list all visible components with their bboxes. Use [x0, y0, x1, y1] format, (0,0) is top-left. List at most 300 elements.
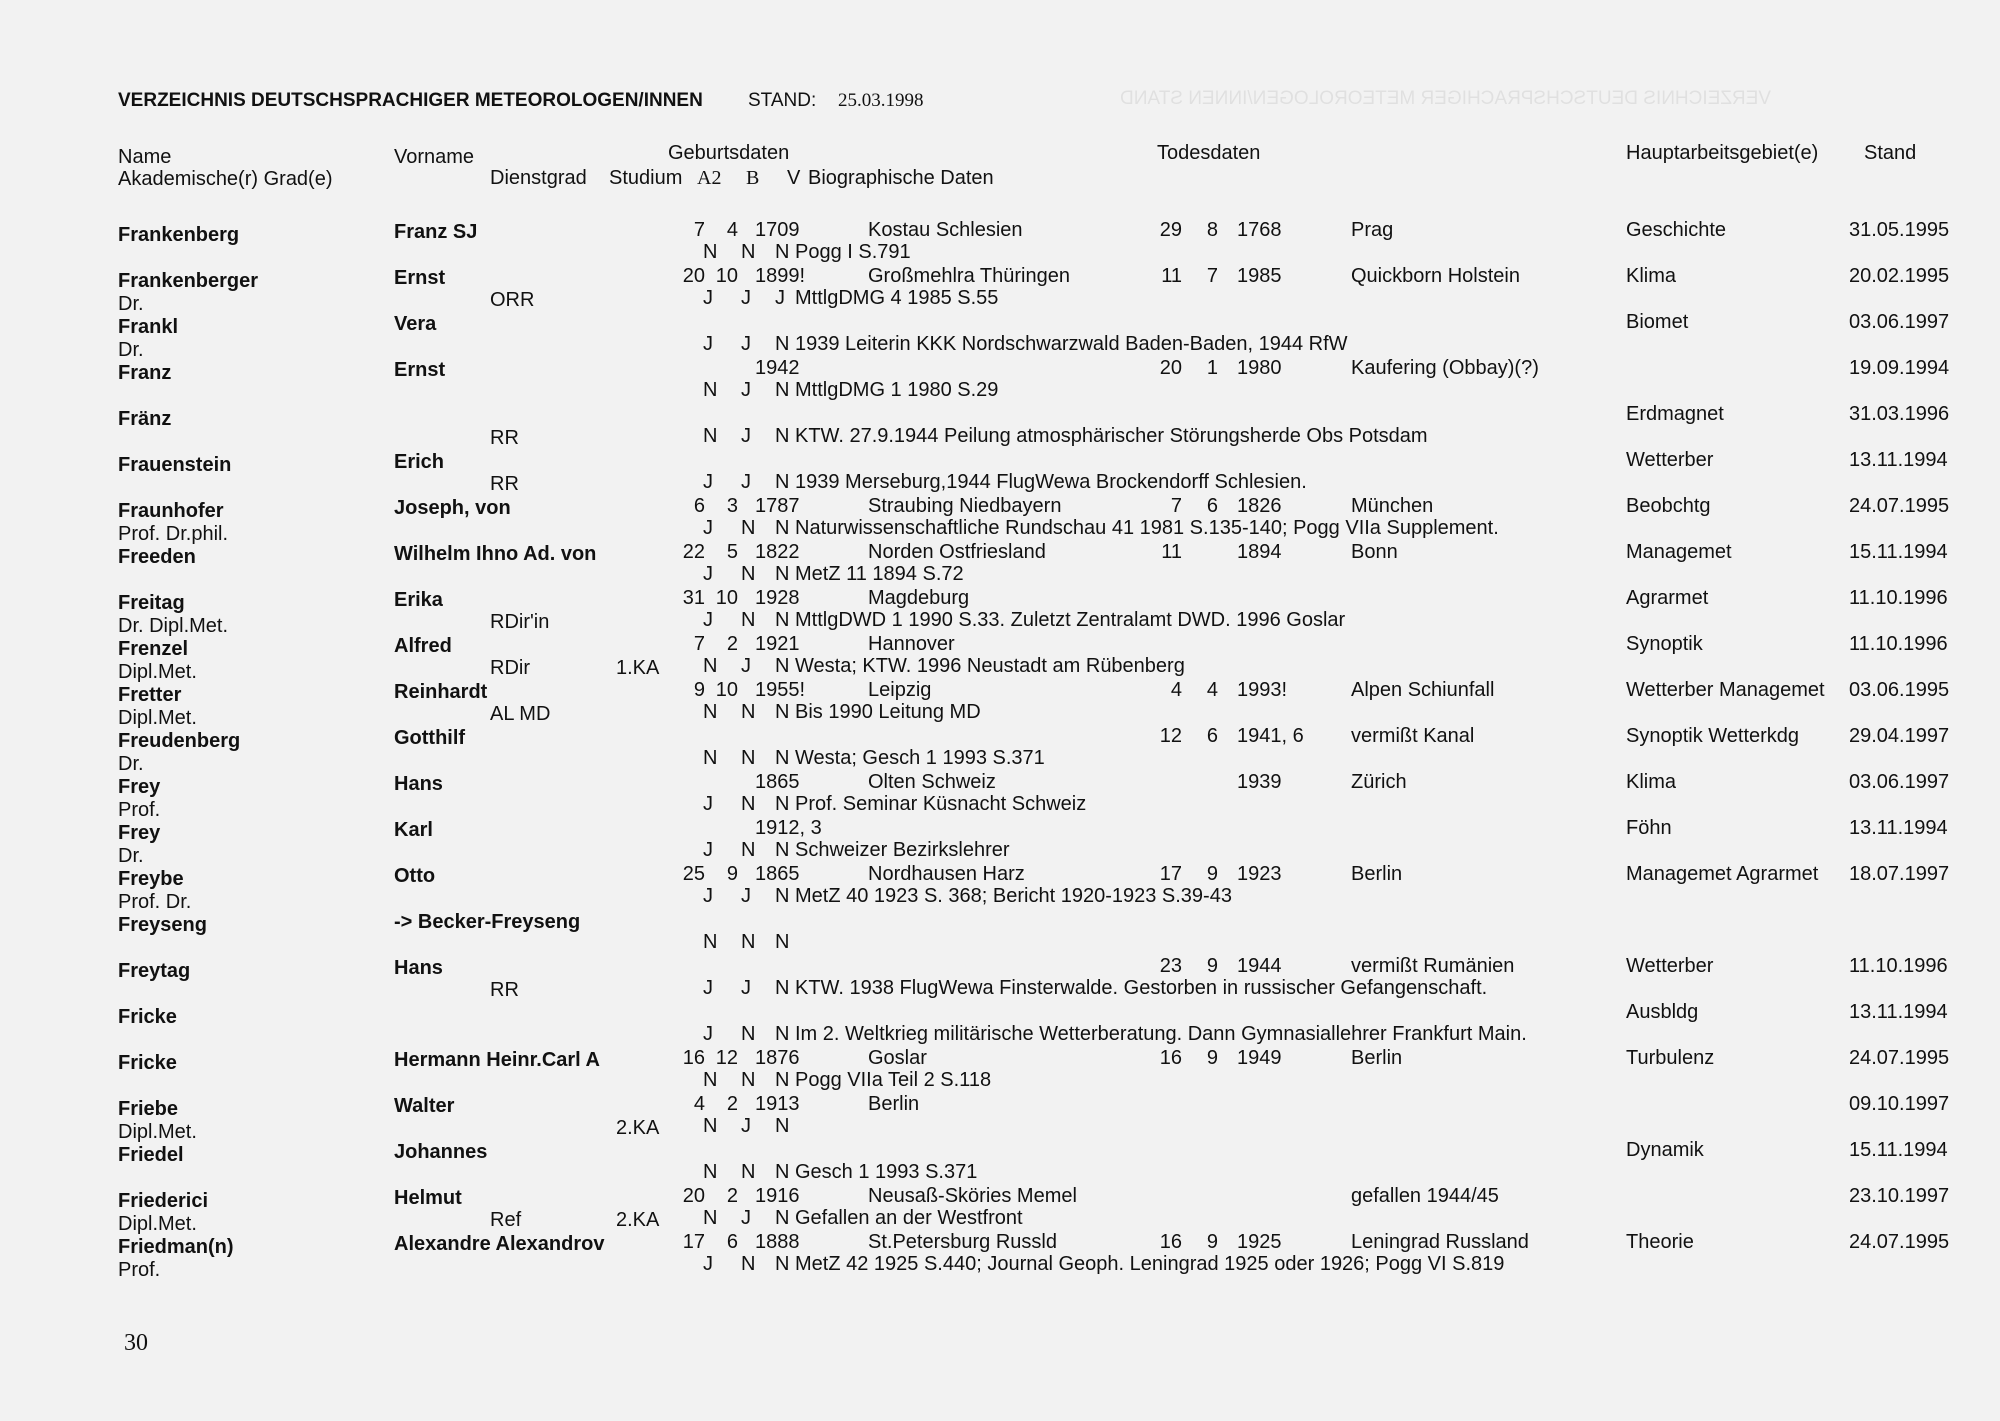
entry-flag-b: J	[741, 333, 751, 355]
entry-bio: Im 2. Weltkrieg militärische Wetterberatung. Dann Gymnasiallehrer Frankfurt Main.	[795, 1023, 1527, 1045]
entry-birth-year: 1876	[755, 1047, 800, 1069]
entry-flag-b: N	[741, 1069, 756, 1091]
entry-name: Frankenberger	[118, 270, 259, 292]
entry-vorname: Ernst	[394, 359, 446, 381]
entry-death-place: Zürich	[1351, 771, 1407, 793]
header-studium: Studium	[609, 167, 683, 189]
entry-death-month: 4	[1206, 679, 1218, 701]
entry-birth-month: 10	[715, 587, 738, 609]
stand-label: STAND:	[748, 90, 817, 111]
entry-flag-v: N	[775, 517, 790, 539]
entry-flag-v: N	[775, 333, 790, 355]
entry-vorname: Ernst	[394, 267, 446, 289]
entry-death-place: Leningrad Russland	[1351, 1231, 1529, 1253]
entry-name: Frankl	[118, 316, 179, 338]
entry-birth-year: 1955!	[755, 679, 806, 701]
entry-flag-b: J	[741, 287, 751, 309]
header-biographische-daten: Biographische Daten	[808, 167, 994, 189]
entry-vorname: Hans	[394, 957, 443, 979]
entry-birth-year: 1865	[755, 863, 800, 885]
entry-flag-v: N	[775, 747, 790, 769]
entry-death-year: 1826	[1237, 495, 1282, 517]
entry-hauptarbeitsgebiet: Managemet	[1626, 541, 1732, 563]
entry-vorname: Otto	[394, 865, 436, 887]
entry-death-day: 17	[1159, 863, 1182, 885]
entry-death-day: 23	[1159, 955, 1182, 977]
entry-grad: Dr.	[118, 753, 144, 775]
entry-flag-a2: N	[703, 701, 718, 723]
entry-vorname: Franz SJ	[394, 221, 478, 243]
entry-death-day: 7	[1170, 495, 1182, 517]
entry-flag-a2: J	[703, 793, 713, 815]
entry-hauptarbeitsgebiet: Ausbldg	[1626, 1001, 1699, 1023]
entry-dienstgrad: RR	[490, 473, 519, 495]
entry-stand: 11.10.1996	[1849, 587, 1948, 609]
entry-vorname: Vera	[394, 313, 437, 335]
entry-hauptarbeitsgebiet: Synoptik Wetterkdg	[1626, 725, 1800, 747]
entry-flag-b: J	[741, 1207, 751, 1229]
entry-flag-a2: N	[703, 1161, 718, 1183]
entry-hauptarbeitsgebiet: Turbulenz	[1626, 1047, 1715, 1069]
entry-death-place: Berlin	[1351, 1047, 1403, 1069]
entry-birth-month: 10	[715, 265, 738, 287]
entry-studium: 2.KA	[616, 1117, 660, 1139]
entry-death-year: 1768	[1237, 219, 1282, 241]
entry-death-month: 1	[1206, 357, 1218, 379]
entry-flag-b: J	[741, 379, 751, 401]
entry-birth-place: Norden Ostfriesland	[868, 541, 1046, 563]
entry-grad: Dr. Dipl.Met.	[118, 615, 229, 637]
entry-birth-place: Leipzig	[868, 679, 932, 701]
entry-name: Freudenberg	[118, 730, 241, 752]
entry-vorname: Erich	[394, 451, 445, 473]
entry-name: Frankenberg	[118, 224, 240, 246]
entry-death-place: vermißt Kanal	[1351, 725, 1475, 747]
entry-birth-month: 2	[726, 1185, 738, 1207]
entry-stand: 18.07.1997	[1849, 863, 1950, 885]
entry-flag-v: N	[775, 1069, 790, 1091]
entry-bio: Prof. Seminar Küsnacht Schweiz	[795, 793, 1087, 815]
entry-flag-v: N	[775, 1161, 790, 1183]
entry-vorname: -> Becker-Freyseng	[394, 911, 581, 933]
entry-flag-b: J	[741, 655, 751, 677]
entry-birth-day: 6	[693, 495, 705, 517]
entry-death-month: 9	[1206, 955, 1218, 977]
entry-bio: MetZ 42 1925 S.440; Journal Geoph. Leningrad 1925 oder 1926; Pogg VI S.819	[795, 1253, 1505, 1275]
entry-bio: Westa; KTW. 1996 Neustadt am Rübenberg	[795, 655, 1185, 677]
entry-death-year: 1980	[1237, 357, 1282, 379]
entry-name: Franz	[118, 362, 172, 384]
entry-stand: 19.09.1994	[1849, 357, 1950, 379]
entry-death-day: 29	[1159, 219, 1182, 241]
entry-bio: MetZ 11 1894 S.72	[795, 563, 964, 585]
entry-birth-day: 20	[682, 1185, 705, 1207]
entry-death-day: 11	[1161, 265, 1182, 287]
entry-flag-v: N	[775, 1253, 790, 1275]
entry-hauptarbeitsgebiet: Föhn	[1626, 817, 1672, 839]
entry-flag-a2: J	[703, 609, 713, 631]
entry-hauptarbeitsgebiet: Synoptik	[1626, 633, 1703, 655]
entry-death-place: Prag	[1351, 219, 1394, 241]
entry-vorname: Johannes	[394, 1141, 488, 1163]
entry-vorname: Gotthilf	[394, 727, 466, 749]
entry-flag-a2: N	[703, 1069, 718, 1091]
entry-studium: 1.KA	[616, 657, 660, 679]
entry-death-month: 9	[1206, 863, 1218, 885]
entry-stand: 31.03.1996	[1849, 403, 1950, 425]
entry-birth-day: 9	[693, 679, 705, 701]
entry-death-day: 4	[1170, 679, 1182, 701]
entry-name: Fricke	[118, 1006, 177, 1028]
entry-birth-year: 1822	[755, 541, 800, 563]
header-grad: Akademische(r) Grad(e)	[118, 168, 333, 190]
entry-flag-b: N	[741, 609, 756, 631]
entry-bio: Bis 1990 Leitung MD	[795, 701, 981, 723]
entry-name: Frauenstein	[118, 454, 232, 476]
entry-flag-a2: N	[703, 425, 718, 447]
entry-stand: 29.04.1997	[1849, 725, 1950, 747]
entry-death-day: 16	[1159, 1231, 1182, 1253]
header-geburtsdaten: Geburtsdaten	[668, 142, 790, 164]
header-vorname: Vorname	[394, 146, 475, 168]
entry-death-month: 6	[1206, 495, 1218, 517]
entry-bio: MttlgDWD 1 1990 S.33. Zuletzt Zentralamt DWD. 1996 Goslar	[795, 609, 1346, 631]
entry-flag-b: N	[741, 241, 756, 263]
entry-hauptarbeitsgebiet: Beobchtg	[1626, 495, 1711, 517]
entry-dienstgrad: RDir'in	[490, 611, 550, 633]
entry-death-place: Quickborn Holstein	[1351, 265, 1520, 287]
entry-birth-month: 10	[715, 679, 738, 701]
entry-hauptarbeitsgebiet: Wetterber Managemet	[1626, 679, 1825, 701]
entry-vorname: Joseph, von	[394, 497, 511, 519]
entry-vorname: Reinhardt	[394, 681, 488, 703]
entry-flag-v: N	[775, 241, 790, 263]
entry-name: Fraunhofer	[118, 500, 224, 522]
entry-dienstgrad: RR	[490, 427, 519, 449]
entry-flag-a2: J	[703, 563, 713, 585]
header-hauptarbeitsgebiet: Hauptarbeitsgebiet(e)	[1626, 142, 1819, 164]
entry-stand: 20.02.1995	[1849, 265, 1950, 287]
stand-date: 25.03.1998	[838, 90, 924, 111]
entry-hauptarbeitsgebiet: Wetterber	[1626, 955, 1714, 977]
entry-flag-a2: N	[703, 1115, 718, 1137]
entry-death-day: 16	[1159, 1047, 1182, 1069]
entry-death-month: 7	[1206, 265, 1218, 287]
entry-flag-v: N	[775, 471, 790, 493]
entry-grad: Dipl.Met.	[118, 707, 197, 729]
entry-death-day: 20	[1159, 357, 1182, 379]
entry-name: Freitag	[118, 592, 185, 614]
entry-grad: Prof. Dr.phil.	[118, 523, 229, 545]
entry-flag-b: N	[741, 839, 756, 861]
entry-bio: MetZ 40 1923 S. 368; Bericht 1920-1923 S.39-43	[795, 885, 1232, 907]
entry-hauptarbeitsgebiet: Theorie	[1626, 1231, 1694, 1253]
entry-death-month: 9	[1206, 1047, 1218, 1069]
entry-death-month: 6	[1206, 725, 1218, 747]
entry-flag-v: N	[775, 563, 790, 585]
entry-flag-b: J	[741, 471, 751, 493]
entry-flag-a2: J	[703, 517, 713, 539]
entry-flag-v: N	[775, 609, 790, 631]
entry-birth-month: 9	[726, 863, 738, 885]
entry-name: Fretter	[118, 684, 182, 706]
entry-birth-place: Magdeburg	[868, 587, 970, 609]
entry-grad: Prof.	[118, 1259, 161, 1281]
entry-vorname: Karl	[394, 819, 433, 841]
header-todesdaten: Todesdaten	[1157, 142, 1261, 164]
entry-flag-a2: J	[703, 471, 713, 493]
entry-dienstgrad: ORR	[490, 289, 535, 311]
entry-birth-month: 4	[726, 219, 738, 241]
entry-name: Freyseng	[118, 914, 207, 936]
entry-birth-day: 16	[682, 1047, 705, 1069]
entry-stand: 15.11.1994	[1849, 541, 1948, 563]
entry-name: Friebe	[118, 1098, 179, 1120]
entry-birth-year: 1913	[755, 1093, 800, 1115]
entry-birth-year: 1942	[755, 357, 800, 379]
header-v: V	[787, 167, 801, 189]
entry-hauptarbeitsgebiet: Dynamik	[1626, 1139, 1704, 1161]
entry-vorname: Walter	[394, 1095, 455, 1117]
entry-stand: 03.06.1997	[1849, 311, 1950, 333]
entry-flag-v: N	[775, 425, 790, 447]
entry-birth-place: Goslar	[868, 1047, 927, 1069]
entry-flag-b: N	[741, 1161, 756, 1183]
entry-stand: 13.11.1994	[1849, 1001, 1948, 1023]
entry-birth-month: 12	[715, 1047, 738, 1069]
document-title: VERZEICHNIS DEUTSCHSPRACHIGER METEOROLOGEN/INNEN	[118, 90, 703, 111]
entry-death-place: Alpen Schiunfall	[1351, 679, 1495, 701]
entry-grad: Dipl.Met.	[118, 1213, 197, 1235]
entry-name: Friedel	[118, 1144, 184, 1166]
entry-birth-year: 1912, 3	[755, 817, 822, 839]
entry-flag-b: N	[741, 563, 756, 585]
entry-stand: 31.05.1995	[1849, 219, 1950, 241]
entry-hauptarbeitsgebiet: Wetterber	[1626, 449, 1714, 471]
entry-flag-a2: N	[703, 1207, 718, 1229]
entry-flag-v: N	[775, 655, 790, 677]
entry-birth-month: 3	[726, 495, 738, 517]
entry-death-place: München	[1351, 495, 1434, 517]
entry-birth-place: Kostau Schlesien	[868, 219, 1023, 241]
entry-birth-year: 1709	[755, 219, 800, 241]
entry-stand: 11.10.1996	[1849, 633, 1948, 655]
entry-vorname: Alexandre Alexandrov	[394, 1233, 605, 1255]
entry-vorname: Alfred	[394, 635, 452, 657]
entry-stand: 13.11.1994	[1849, 817, 1948, 839]
entry-bio: 1939 Merseburg,1944 FlugWewa Brockendorff Schlesien.	[795, 471, 1307, 493]
entry-birth-day: 25	[682, 863, 705, 885]
entry-flag-v: N	[775, 977, 790, 999]
entry-birth-place: Hannover	[868, 633, 955, 655]
entry-flag-v: N	[775, 839, 790, 861]
entry-death-place: Kaufering (Obbay)(?)	[1351, 357, 1539, 379]
entry-flag-a2: J	[703, 1253, 713, 1275]
entry-birth-place: St.Petersburg Russld	[868, 1231, 1057, 1253]
entry-birth-place: Straubing Niedbayern	[868, 495, 1062, 517]
entry-dienstgrad: Ref	[490, 1209, 522, 1231]
entry-stand: 23.10.1997	[1849, 1185, 1950, 1207]
entry-stand: 09.10.1997	[1849, 1093, 1950, 1115]
entry-death-year: 1941, 6	[1237, 725, 1304, 747]
entry-death-month: 8	[1206, 219, 1218, 241]
entry-stand: 24.07.1995	[1849, 1047, 1950, 1069]
entry-flag-b: N	[741, 701, 756, 723]
entry-bio: Westa; Gesch 1 1993 S.371	[795, 747, 1045, 769]
page-number: 30	[124, 1330, 148, 1356]
entry-flag-b: N	[741, 517, 756, 539]
entry-birth-place: Olten Schweiz	[868, 771, 996, 793]
entry-flag-a2: N	[703, 931, 718, 953]
entry-flag-v: N	[775, 1023, 790, 1045]
entry-flag-v: J	[775, 287, 785, 309]
entry-birth-place: Großmehlra Thüringen	[868, 265, 1070, 287]
entry-death-year: 1923	[1237, 863, 1282, 885]
entry-death-place: gefallen 1944/45	[1351, 1185, 1499, 1207]
entry-vorname: Helmut	[394, 1187, 462, 1209]
entry-stand: 15.11.1994	[1849, 1139, 1948, 1161]
entry-birth-year: 1865	[755, 771, 800, 793]
entry-birth-month: 6	[726, 1231, 738, 1253]
entry-name: Freytag	[118, 960, 191, 982]
entry-birth-day: 7	[693, 633, 705, 655]
entry-flag-v: N	[775, 931, 790, 953]
entry-bio: Schweizer Bezirkslehrer	[795, 839, 1010, 861]
entry-death-month: 9	[1206, 1231, 1218, 1253]
entry-hauptarbeitsgebiet: Klima	[1626, 771, 1677, 793]
entry-flag-a2: J	[703, 287, 713, 309]
entry-flag-b: N	[741, 747, 756, 769]
entry-vorname: Hermann Heinr.Carl A	[394, 1049, 600, 1071]
entry-vorname: Erika	[394, 589, 443, 611]
entry-grad: Dipl.Met.	[118, 661, 197, 683]
entry-flag-v: N	[775, 885, 790, 907]
entry-birth-place: Neusaß-Sköries Memel	[868, 1185, 1077, 1207]
header-a2: A2	[697, 167, 722, 189]
entry-dienstgrad: AL MD	[490, 703, 551, 725]
entry-birth-day: 22	[682, 541, 705, 563]
entry-hauptarbeitsgebiet: Klima	[1626, 265, 1677, 287]
entry-flag-b: N	[741, 793, 756, 815]
entry-flag-b: J	[741, 885, 751, 907]
entry-death-year: 1944	[1237, 955, 1282, 977]
entry-flag-b: J	[741, 977, 751, 999]
entry-grad: Dipl.Met.	[118, 1121, 197, 1143]
entry-vorname: Wilhelm Ihno Ad. von	[394, 543, 597, 565]
entry-flag-a2: J	[703, 977, 713, 999]
entry-birth-day: 17	[682, 1231, 705, 1253]
entry-death-place: Berlin	[1351, 863, 1403, 885]
entry-grad: Dr.	[118, 293, 144, 315]
entry-flag-b: N	[741, 1023, 756, 1045]
entry-bio: KTW. 1938 FlugWewa Finsterwalde. Gestorben in russischer Gefangenschaft.	[795, 977, 1488, 999]
entry-birth-year: 1916	[755, 1185, 800, 1207]
entry-death-year: 1993!	[1237, 679, 1288, 701]
entry-grad: Prof.	[118, 799, 161, 821]
entry-bio: MttlgDMG 1 1980 S.29	[795, 379, 999, 401]
entry-name: Frey	[118, 776, 161, 798]
entry-hauptarbeitsgebiet: Managemet Agrarmet	[1626, 863, 1819, 885]
entry-flag-v: N	[775, 379, 790, 401]
entry-birth-year: 1928	[755, 587, 800, 609]
entry-hauptarbeitsgebiet: Erdmagnet	[1626, 403, 1724, 425]
entry-flag-b: N	[741, 931, 756, 953]
entry-birth-year: 1921	[755, 633, 800, 655]
entry-death-day: 11	[1161, 541, 1182, 563]
header-stand: Stand	[1864, 142, 1917, 164]
entry-death-year: 1985	[1237, 265, 1282, 287]
entry-birth-month: 2	[726, 633, 738, 655]
entry-bio: Gesch 1 1993 S.371	[795, 1161, 978, 1183]
entry-name: Frey	[118, 822, 161, 844]
header-dienstgrad: Dienstgrad	[490, 167, 587, 189]
entry-grad: Prof. Dr.	[118, 891, 192, 913]
entry-flag-v: N	[775, 701, 790, 723]
entry-death-place: Bonn	[1351, 541, 1398, 563]
entry-stand: 11.10.1996	[1849, 955, 1948, 977]
entry-bio: KTW. 27.9.1944 Peilung atmosphärischer Störungsherde Obs Potsdam	[795, 425, 1428, 447]
entry-birth-day: 31	[682, 587, 705, 609]
entry-stand: 03.06.1995	[1849, 679, 1950, 701]
entry-stand: 13.11.1994	[1849, 449, 1948, 471]
entry-birth-year: 1888	[755, 1231, 800, 1253]
entry-name: Frenzel	[118, 638, 189, 660]
entry-birth-day: 4	[693, 1093, 705, 1115]
header-b: B	[746, 167, 760, 189]
entry-dienstgrad: RR	[490, 979, 519, 1001]
entry-death-year: 1894	[1237, 541, 1282, 563]
entry-hauptarbeitsgebiet: Biomet	[1626, 311, 1689, 333]
entry-name: Friederici	[118, 1190, 209, 1212]
entry-flag-b: J	[741, 425, 751, 447]
entry-hauptarbeitsgebiet: Agrarmet	[1626, 587, 1709, 609]
bleed-through-text: VERZEICHNIS DEUTSCHSPRACHIGER METEOROLOGEN/INNEN STAND	[1120, 88, 1772, 109]
entry-flag-v: N	[775, 793, 790, 815]
entry-bio: 1939 Leiterin KKK Nordschwarzwald Baden-Baden, 1944 RfW	[795, 333, 1348, 355]
entry-name: Fränz	[118, 408, 172, 430]
entry-bio: Pogg I S.791	[795, 241, 911, 263]
entry-death-year: 1939	[1237, 771, 1282, 793]
entry-flag-v: N	[775, 1207, 790, 1229]
entry-birth-year: 1787	[755, 495, 800, 517]
entry-name: Fricke	[118, 1052, 177, 1074]
entry-bio: MttlgDMG 4 1985 S.55	[795, 287, 999, 309]
entry-birth-day: 7	[693, 219, 705, 241]
entry-stand: 24.07.1995	[1849, 495, 1950, 517]
entry-flag-a2: J	[703, 839, 713, 861]
entry-death-day: 12	[1159, 725, 1182, 747]
entry-name: Friedman(n)	[118, 1236, 234, 1258]
entry-bio: Pogg VIIa Teil 2 S.118	[795, 1069, 992, 1091]
entry-flag-a2: J	[703, 1023, 713, 1045]
entry-death-place: vermißt Rumänien	[1351, 955, 1515, 977]
entry-flag-a2: N	[703, 747, 718, 769]
entry-stand: 03.06.1997	[1849, 771, 1950, 793]
entry-stand: 24.07.1995	[1849, 1231, 1950, 1253]
entry-name: Freybe	[118, 868, 184, 890]
entry-birth-month: 5	[726, 541, 738, 563]
entry-studium: 2.KA	[616, 1209, 660, 1231]
entry-vorname: Hans	[394, 773, 443, 795]
entry-flag-a2: N	[703, 379, 718, 401]
entry-flag-b: J	[741, 1115, 751, 1137]
entry-hauptarbeitsgebiet: Geschichte	[1626, 219, 1727, 241]
entry-grad: Dr.	[118, 339, 144, 361]
header-name: Name	[118, 146, 172, 168]
entry-flag-v: N	[775, 1115, 790, 1137]
entry-bio: Gefallen an der Westfront	[795, 1207, 1023, 1229]
entry-name: Freeden	[118, 546, 196, 568]
